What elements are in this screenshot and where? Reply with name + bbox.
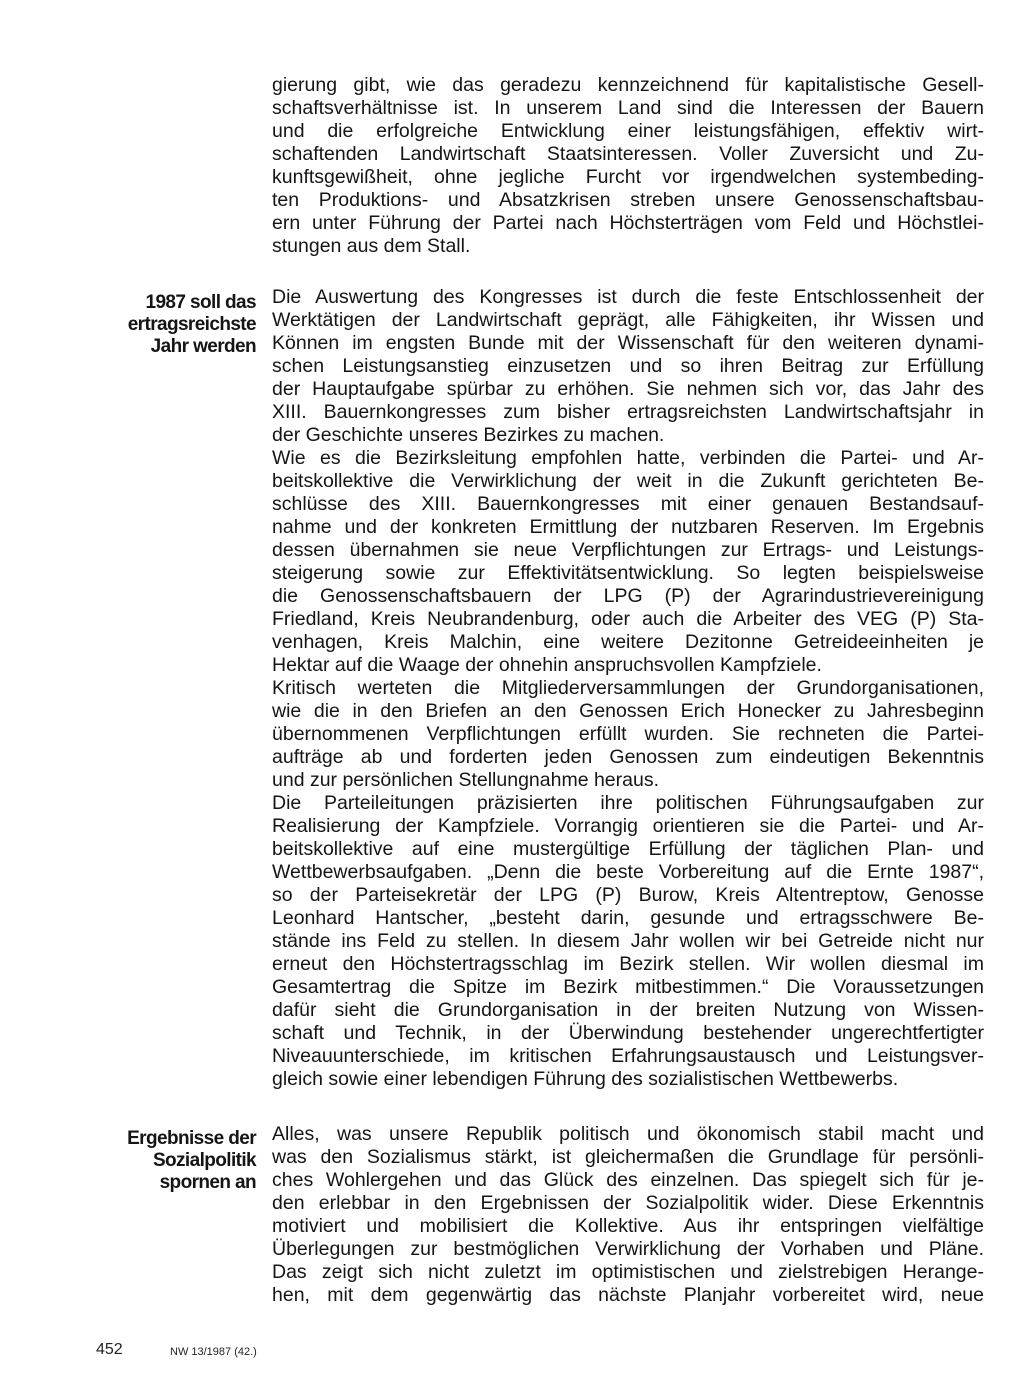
text-line: schaft und Technik, in der Überwindung bestehender ungerechtfertigter	[272, 1022, 984, 1044]
text-line: Realisierung der Kampfziele. Vorrangig orientieren sie die Partei- und Ar-	[272, 815, 984, 837]
paragraph-block-3	[272, 1123, 984, 1307]
text-line: stungen aus dem Stall.	[272, 235, 471, 257]
page-number: 452	[96, 1341, 123, 1358]
sidenote-line: ertragsreichste	[127, 314, 256, 335]
text-line: Das zeigt sich nicht zuletzt im optimistischen und zielstrebigen Herange-	[272, 1261, 984, 1283]
text-line: was den Sozialismus stärkt, ist gleichermaßen die Grundlage für persönli-	[272, 1146, 984, 1168]
text-line: Können im engsten Bunde mit der Wissenschaft für den weiteren dynami-	[272, 332, 984, 354]
text-line: Überlegungen zur bestmöglichen Verwirklichung der Vorhaben und Pläne.	[272, 1238, 984, 1260]
sidenote-line: Jahr werden	[150, 336, 256, 357]
text-line: der Geschichte unseres Bezirkes zu machen.	[272, 424, 665, 446]
text-line: schaftenden Landwirtschaft Staatsinteressen. Voller Zuversicht und Zu-	[272, 143, 984, 165]
text-line: hen, mit dem gegenwärtig das nächste Planjahr vorbereitet wird, neue	[272, 1284, 984, 1306]
sidenote-line: spornen an	[159, 1172, 256, 1193]
text-line: Leonhard Hantscher, „besteht darin, gesunde und ertragsschwere Be-	[272, 907, 984, 929]
text-line: Alles, was unsere Republik politisch und ökonomisch stabil macht und	[272, 1123, 984, 1145]
text-line: ten Produktions- und Absatzkrisen streben unsere Genossenschaftsbau-	[272, 189, 984, 211]
text-line: der Hauptaufgabe spürbar zu erhöhen. Sie nehmen sich vor, das Jahr des	[272, 378, 984, 400]
text-line: aufträge ab und forderten jeden Genossen zum eindeutigen Bekenntnis	[272, 746, 984, 768]
text-line: Friedland, Kreis Neubrandenburg, oder auch die Arbeiter des VEG (P) Sta-	[272, 608, 984, 630]
sidenote-line: Sozialpolitik	[152, 1150, 256, 1171]
text-line: Die Parteileitungen präzisierten ihre politischen Führungsaufgaben zur	[272, 792, 984, 814]
text-line: schlüsse des XIII. Bauernkongresses mit einer genauen Bestandsauf-	[272, 493, 984, 515]
text-line: Gesamtertrag die Spitze im Bezirk mitbestimmen.“ Die Voraussetzungen	[272, 976, 984, 998]
text-line: steigerung sowie zur Effektivitätsentwicklung. So legten beispielsweise	[272, 562, 984, 584]
text-line: Kritisch werteten die Mitgliederversammlungen der Grundorganisationen,	[272, 677, 984, 699]
text-line: Wie es die Bezirksleitung empfohlen hatte, verbinden die Partei- und Ar-	[272, 447, 984, 469]
issue-label: NW 13/1987 (42.)	[170, 1346, 257, 1358]
text-line: wie die in den Briefen an den Genossen Erich Honecker zu Jahresbeginn	[272, 700, 984, 722]
text-line: Niveauunterschiede, im kritischen Erfahrungsaustausch und Leistungsver-	[272, 1045, 984, 1067]
text-line: nahme und der konkreten Ermittlung der nutzbaren Reserven. Im Ergebnis	[272, 516, 984, 538]
text-line: venhagen, Kreis Malchin, eine weitere Dezitonne Getreideeinheiten je	[272, 631, 984, 653]
text-line: die Genossenschaftsbauern der LPG (P) der Agrarindustrievereinigung	[272, 585, 984, 607]
text-line: schen Leistungsanstieg einzusetzen und so ihren Beitrag zur Erfüllung	[272, 355, 984, 377]
paragraph-block-2	[272, 286, 984, 1091]
text-line: beitskollektive die Verwirklichung der weit in die Zukunft gerichteten Be-	[272, 470, 984, 492]
text-line: erneut den Höchstertragsschlag im Bezirk stellen. Wir wollen diesmal im	[272, 953, 984, 975]
text-line: dessen übernahmen sie neue Verpflichtungen zur Ertrags- und Leistungs-	[272, 539, 984, 561]
text-line: Die Auswertung des Kongresses ist durch die feste Entschlossenheit der	[272, 286, 984, 308]
text-line: XIII. Bauernkongresses zum bisher ertragsreichsten Landwirtschaftsjahr in	[272, 401, 984, 423]
text-line: kunftsgewißheit, ohne jegliche Furcht vor irgendwelchen systembeding-	[272, 166, 984, 188]
text-line: so der Parteisekretär der LPG (P) Burow, Kreis Altentreptow, Genosse	[272, 884, 984, 906]
text-line: gleich sowie einer lebendigen Führung des sozialistischen Wettbewerbs.	[272, 1068, 899, 1090]
sidenote-sozialpolitik	[96, 1128, 256, 1194]
sidenote-line: 1987 soll das	[145, 292, 256, 313]
text-line: ern unter Führung der Partei nach Höchsterträgen vom Feld und Höchstlei-	[272, 212, 984, 234]
text-line: gierung gibt, wie das geradezu kennzeichnend für kapitalistische Gesell-	[272, 74, 984, 96]
sidenote-line: Ergebnisse der	[127, 1128, 256, 1149]
text-line: Werktätigen der Landwirtschaft geprägt, alle Fähigkeiten, ihr Wissen und	[272, 309, 984, 331]
text-line: Wettbewerbsaufgaben. „Denn die beste Vorbereitung auf die Ernte 1987“,	[272, 861, 984, 883]
sidenote-ertragsreichste	[96, 292, 256, 358]
text-line: dafür sieht die Grundorganisation in der breiten Nutzung von Wissen-	[272, 999, 984, 1021]
text-line: schaftsverhältnisse ist. In unserem Land sind die Interessen der Bauern	[272, 97, 984, 119]
text-line: übernommenen Verpflichtungen erfüllt wurden. Sie rechneten die Partei-	[272, 723, 984, 745]
text-line: Hektar auf die Waage der ohnehin anspruchsvollen Kampfziele.	[272, 654, 822, 676]
text-line: ches Wohlergehen und das Glück des einzelnen. Das spiegelt sich für je-	[272, 1169, 984, 1191]
text-line: und die erfolgreiche Entwicklung einer leistungsfähigen, effektiv wirt-	[272, 120, 984, 142]
text-line: motiviert und mobilisiert die Kollektive. Aus ihr entspringen vielfältige	[272, 1215, 984, 1237]
paragraph-block-1	[272, 74, 984, 258]
text-line: den erlebbar in den Ergebnissen der Sozialpolitik wider. Diese Erkenntnis	[272, 1192, 984, 1214]
text-line: stände ins Feld zu stellen. In diesem Jahr wollen wir bei Getreide nicht nur	[272, 930, 984, 952]
text-line: und zur persönlichen Stellungnahme heraus.	[272, 769, 660, 791]
text-line: beitskollektive auf eine mustergültige Erfüllung der täglichen Plan- und	[272, 838, 984, 860]
